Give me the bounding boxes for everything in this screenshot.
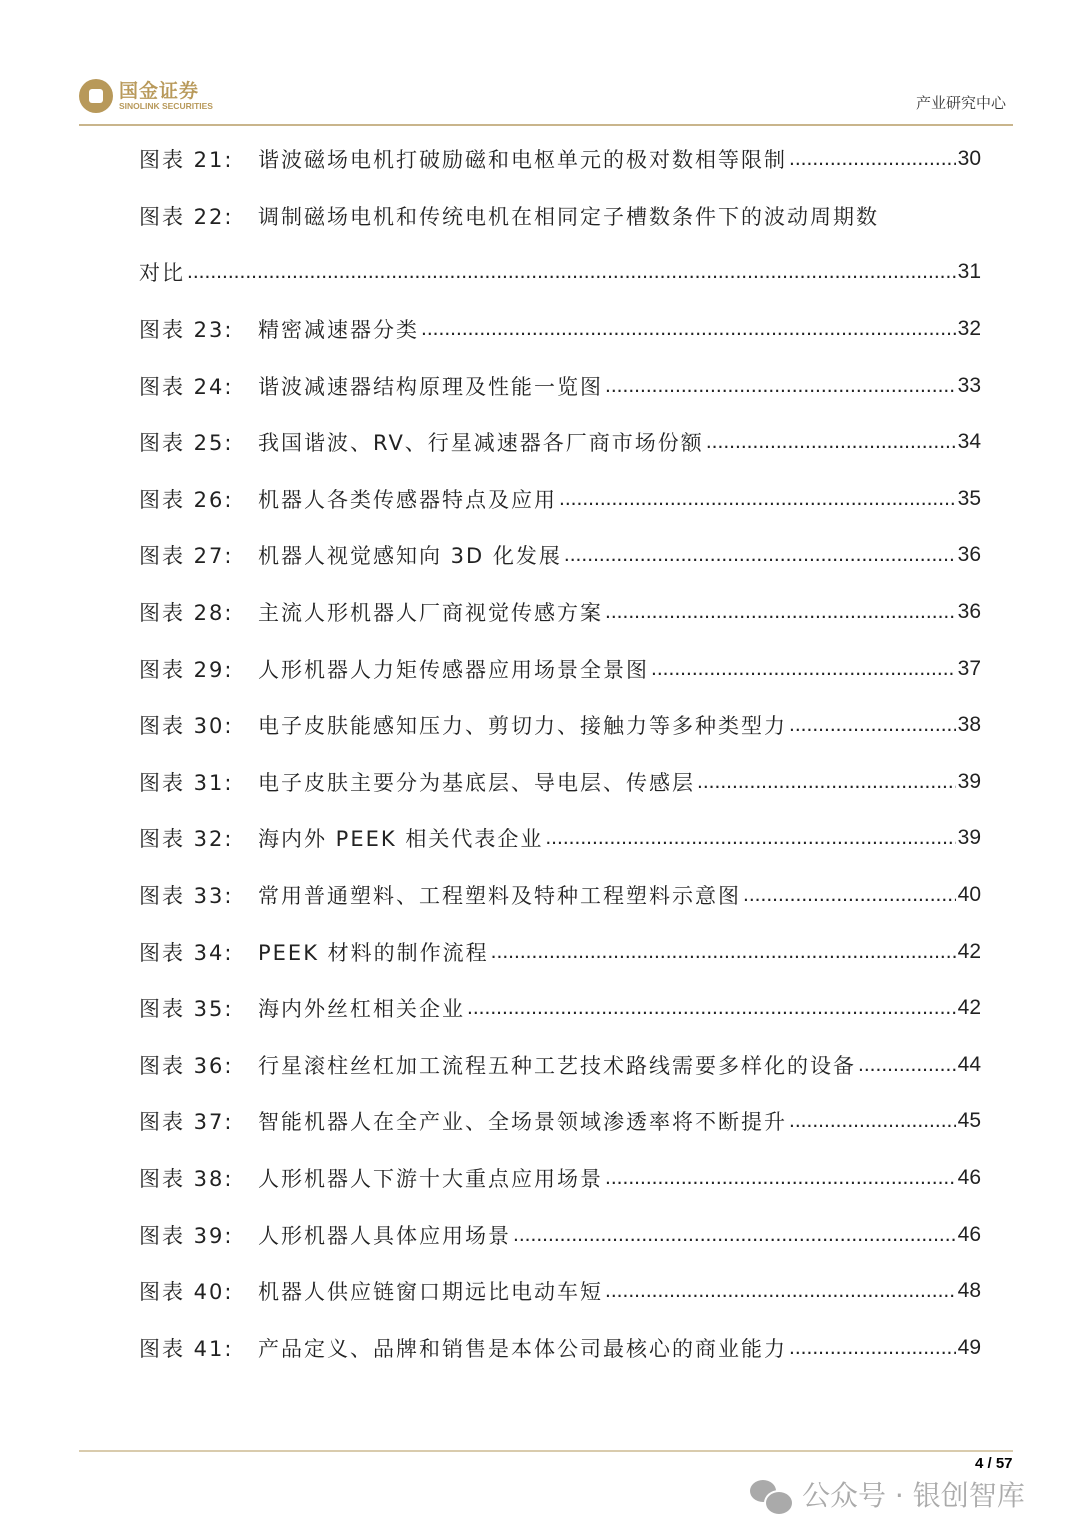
dot-leader: [605, 1166, 956, 1190]
toc-entry-label: 图表 29:: [139, 657, 234, 682]
toc-entry-title: 智能机器人在全产业、全场景领域渗透率将不断提升: [258, 1110, 787, 1135]
toc-entry-title: 行星滚柱丝杠加工流程五种工艺技术路线需要多样化的设备: [258, 1053, 856, 1078]
toc-entry-title: 谐波减速器结构原理及性能一览图: [258, 374, 603, 399]
logo-cn: 国金证券: [119, 79, 200, 102]
toc-entry[interactable]: [139, 1206, 981, 1263]
toc-entry-title: 海内外 PEEK 相关代表企业: [258, 827, 544, 852]
toc-entry-label: 图表 30:: [139, 714, 234, 739]
toc-entry-title: 产品定义、品牌和销售是本体公司最核心的商业能力: [258, 1336, 787, 1361]
toc-entry-page: 44: [957, 1052, 981, 1076]
toc-entry-label: 图表 22:: [139, 204, 234, 229]
dot-leader: [789, 1109, 956, 1133]
toc-entry[interactable]: [139, 810, 981, 867]
toc-entry-title: 人形机器人下游十大重点应用场景: [258, 1166, 603, 1191]
toc-entry-label: 图表 40:: [139, 1280, 234, 1305]
toc-entry-title: 电子皮肤主要分为基底层、导电层、传感层: [258, 770, 695, 795]
toc-entry-page: 34: [957, 430, 981, 454]
page-number: 4 / 57: [975, 1455, 1013, 1472]
toc-entry-page: 42: [957, 939, 981, 963]
dot-leader: [545, 826, 955, 850]
toc-entry-label: 图表 33:: [139, 884, 234, 909]
sinolink-logo: [79, 79, 213, 113]
dot-leader: [789, 713, 956, 737]
toc-entry[interactable]: [139, 131, 981, 188]
toc-entry[interactable]: [139, 980, 981, 1037]
toc-entry-page: 39: [957, 769, 981, 793]
toc-entry-label: 图表 27:: [139, 544, 234, 569]
toc-entry-title: 人形机器人力矩传感器应用场景全景图: [258, 657, 649, 682]
dot-leader: [513, 1223, 956, 1247]
wechat-icon: [750, 1480, 790, 1512]
toc-entry-page: 40: [957, 883, 981, 907]
toc-entry-page: 48: [957, 1279, 981, 1303]
dot-leader: [187, 260, 956, 284]
watermark-text: 公众号 · 银创智库: [802, 1479, 1025, 1512]
dot-leader: [789, 1336, 956, 1360]
toc-entry[interactable]: [139, 301, 981, 358]
toc-entry-label: 图表 39:: [139, 1223, 234, 1248]
toc-entry-page: 46: [957, 1222, 981, 1246]
toc-entry-title: 电子皮肤能感知压力、剪切力、接触力等多种类型力: [258, 714, 787, 739]
toc-entry-continued[interactable]: [139, 244, 981, 301]
watermark: [750, 1480, 1025, 1512]
toc-entry-label: 图表 36:: [139, 1053, 234, 1078]
dot-leader: [421, 317, 956, 341]
toc-entry[interactable]: [139, 1319, 981, 1376]
toc-entry-label: 图表 35:: [139, 997, 234, 1022]
dot-leader: [743, 883, 956, 907]
toc-entry-page: 30: [957, 147, 981, 171]
toc-entry[interactable]: [139, 471, 981, 528]
toc-entry-label: 图表 31:: [139, 770, 234, 795]
toc-entry-page: 32: [957, 317, 981, 341]
toc-entry-label: 图表 28:: [139, 601, 234, 626]
toc-entry-title: 常用普通塑料、工程塑料及特种工程塑料示意图: [258, 884, 741, 909]
dot-leader: [491, 940, 956, 964]
dot-leader: [789, 147, 956, 171]
toc-entry[interactable]: [139, 923, 981, 980]
toc-entry[interactable]: [139, 1150, 981, 1207]
toc-entry-label: 图表 41:: [139, 1336, 234, 1361]
logo-en: SINOLINK SECURITIES: [119, 100, 213, 111]
toc-entry-page: 49: [957, 1335, 981, 1359]
toc-entry[interactable]: [139, 527, 981, 584]
toc-entry-label: 图表 26:: [139, 487, 234, 512]
toc-entry-label: 图表 25:: [139, 431, 234, 456]
dot-leader: [651, 657, 956, 681]
toc-entry-page: 45: [957, 1109, 981, 1133]
toc-entry-label: 图表 24:: [139, 374, 234, 399]
toc-entry-title: 机器人各类传感器特点及应用: [258, 487, 557, 512]
toc-entry[interactable]: [139, 640, 981, 697]
toc-entry[interactable]: [139, 357, 981, 414]
toc-entry-title: 机器人视觉感知向 3D 化发展: [258, 544, 562, 569]
toc-entry-page: 46: [957, 1165, 981, 1189]
toc-entry-page: 42: [957, 996, 981, 1020]
toc-entry[interactable]: [139, 1093, 981, 1150]
dot-leader: [605, 600, 956, 624]
logo-mark-icon: [79, 79, 113, 113]
toc-entry-title: 我国谐波、RV、行星减速器各厂商市场份额: [258, 431, 704, 456]
toc-entry[interactable]: [139, 754, 981, 811]
toc-entry-page: 38: [957, 713, 981, 737]
dot-leader: [605, 1279, 956, 1303]
toc-entry[interactable]: [139, 1263, 981, 1320]
dot-leader: [858, 1053, 956, 1077]
toc-entry-title: 谐波磁场电机打破励磁和电枢单元的极对数相等限制: [258, 148, 787, 173]
toc-entry-page: 36: [957, 600, 981, 624]
toc-entry-title: 主流人形机器人厂商视觉传感方案: [258, 601, 603, 626]
toc-entry-title: 机器人供应链窗口期远比电动车短: [258, 1280, 603, 1305]
toc-entry[interactable]: [139, 867, 981, 924]
toc-entry-label: 图表 37:: [139, 1110, 234, 1135]
toc-entry-page: 35: [957, 486, 981, 510]
toc-entry-label: 图表 23:: [139, 318, 234, 343]
toc-entry-label: 图表 34:: [139, 940, 234, 965]
toc-entry[interactable]: [139, 697, 981, 754]
toc-entry-page: 33: [957, 373, 981, 397]
toc-entry-title: 海内外丝杠相关企业: [258, 997, 465, 1022]
toc-entry-label: 图表 21:: [139, 148, 234, 173]
toc-entry-page: 31: [957, 260, 981, 284]
dot-leader: [467, 996, 956, 1020]
toc-entry-title-cont: 对比: [139, 261, 185, 286]
toc-entry-label: 图表 32:: [139, 827, 234, 852]
toc-entry[interactable]: [139, 584, 981, 641]
toc-entry-page: 39: [957, 826, 981, 850]
dot-leader: [605, 374, 956, 398]
dot-leader: [706, 430, 956, 454]
toc-entry-title: 精密减速器分类: [258, 318, 419, 343]
dot-leader: [697, 770, 956, 794]
header-divider: [79, 124, 1013, 126]
toc-entry-page: 37: [957, 656, 981, 680]
header-department: 产业研究中心: [915, 94, 1006, 112]
toc-entry[interactable]: [139, 188, 981, 245]
toc-entry[interactable]: [139, 414, 981, 471]
toc-entry[interactable]: [139, 1037, 981, 1094]
footer-divider: [79, 1450, 1013, 1452]
dot-leader: [559, 487, 956, 511]
toc-entry-label: 图表 38:: [139, 1166, 234, 1191]
toc-entry-title: 调制磁场电机和传统电机在相同定子槽数条件下的波动周期数: [258, 204, 879, 229]
toc-entry-title: 人形机器人具体应用场景: [258, 1223, 511, 1248]
toc-entry-title: PEEK 材料的制作流程: [258, 940, 489, 965]
figure-toc: [139, 131, 981, 1376]
toc-entry-page: 36: [957, 543, 981, 567]
dot-leader: [564, 543, 956, 567]
